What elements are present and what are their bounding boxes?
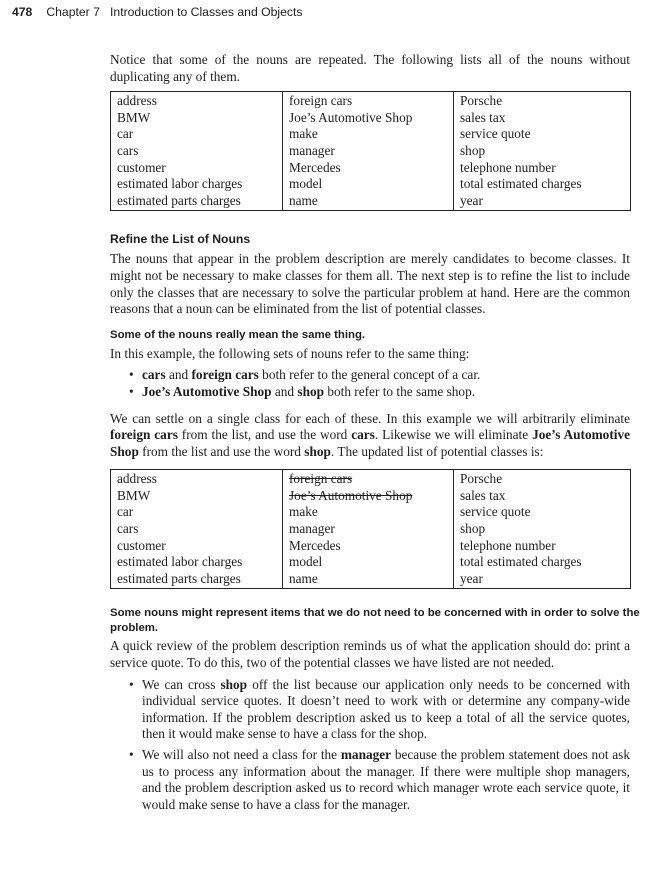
section-heading-refine: Refine the List of Nouns bbox=[110, 232, 251, 247]
table-cell: name bbox=[283, 571, 454, 589]
table-row bbox=[111, 176, 631, 193]
table-row bbox=[111, 521, 631, 538]
table-row bbox=[111, 143, 631, 160]
table-cell: total estimated charges bbox=[454, 554, 631, 571]
table-cell: foreign cars bbox=[283, 92, 454, 110]
table-cell: Mercedes bbox=[283, 538, 454, 555]
table-cell: address bbox=[111, 470, 283, 488]
table-cell: telephone number bbox=[454, 538, 631, 555]
table-cell: estimated labor charges bbox=[111, 554, 283, 571]
table-row bbox=[111, 571, 631, 589]
table-row bbox=[111, 554, 631, 571]
table-cell: total estimated charges bbox=[454, 176, 631, 193]
updated-list-paragraph: We can settle on a single class for each of these. In this example we will arbitrarily eliminate foreign cars from the list, and use the word cars. Likewise we will eliminate Joe’s Automotive Shop from the list and use the word shop. The updated list of potential classes is: bbox=[110, 410, 630, 459]
page-number: 478 bbox=[12, 5, 33, 19]
table-row bbox=[111, 126, 631, 143]
list-item: • We can cross shop off the list because our application only needs to be concerned with individual service quotes. It doesn’t need to work with or determine any company-wide information. If the problem description asked us to keep a total of all the service quotes, then it would make sense to have a class for the shop. bbox=[142, 677, 630, 743]
table-cell: car bbox=[111, 504, 283, 521]
same-thing-list bbox=[142, 367, 630, 400]
table-cell: shop bbox=[454, 143, 631, 160]
table-cell: estimated labor charges bbox=[111, 176, 283, 193]
table-cell: year bbox=[454, 571, 631, 589]
table-cell: Joe’s Automotive Shop bbox=[283, 110, 454, 127]
table-cell: customer bbox=[111, 160, 283, 177]
table-cell: customer bbox=[111, 538, 283, 555]
noun-table-initial bbox=[110, 91, 631, 211]
table-row bbox=[111, 504, 631, 521]
table-cell: Porsche bbox=[454, 92, 631, 110]
same-thing-intro: In this example, the following sets of nouns refer to the same thing: bbox=[110, 345, 470, 361]
chapter-title: Introduction to Classes and Objects bbox=[110, 5, 303, 19]
table-cell: cars bbox=[111, 143, 283, 160]
refine-paragraph: The nouns that appear in the problem description are merely candidates to become classes. It might not be necessary to make classes for them all. The next step is to refine the list to include only the classes that are necessary to solve the particular problem at hand. Here are the common reasons that a noun can be eliminated from the list of potential classes. bbox=[110, 251, 630, 317]
page-header bbox=[12, 5, 302, 19]
table-cell: model bbox=[283, 176, 454, 193]
table-cell: Mercedes bbox=[283, 160, 454, 177]
table-cell: service quote bbox=[454, 504, 631, 521]
table-cell: name bbox=[283, 193, 454, 211]
table-row bbox=[111, 110, 631, 127]
table-cell-struck: Joe’s Automotive Shop bbox=[283, 488, 454, 505]
table-row bbox=[111, 488, 631, 505]
intro-paragraph: Notice that some of the nouns are repeated. The following lists all of the nouns without duplicating any of them. bbox=[110, 52, 630, 84]
list-item: • cars and foreign cars both refer to the general concept of a car. bbox=[142, 367, 630, 384]
table-cell: service quote bbox=[454, 126, 631, 143]
chapter-label: Chapter 7 bbox=[46, 5, 100, 19]
table-cell: shop bbox=[454, 521, 631, 538]
table-cell: manager bbox=[283, 521, 454, 538]
unneeded-list bbox=[142, 677, 630, 814]
table-row bbox=[111, 538, 631, 555]
table-cell: sales tax bbox=[454, 488, 631, 505]
table-cell: BMW bbox=[111, 110, 283, 127]
page-content bbox=[110, 52, 640, 813]
table-row bbox=[111, 470, 631, 488]
table-cell: Porsche bbox=[454, 470, 631, 488]
unneeded-paragraph: A quick review of the problem description reminds us of what the application should do: print a service quote. To do this, two of the potential classes we have listed are not needed. bbox=[110, 638, 630, 671]
table-cell: model bbox=[283, 554, 454, 571]
subheading-unneeded-items: Some nouns might represent items that we do not need to be concerned with in order to solve the problem. bbox=[110, 607, 640, 635]
table-cell: manager bbox=[283, 143, 454, 160]
table-row bbox=[111, 193, 631, 211]
table-cell: telephone number bbox=[454, 160, 631, 177]
table-row bbox=[111, 92, 631, 110]
table-row bbox=[111, 160, 631, 177]
list-item: • We will also not need a class for the manager because the problem statement does not ask us to process any information about the manager. If there were multiple shop managers, and the problem description asked us to record which manager wrote each service quote, it would make sense to have a class for the manager. bbox=[142, 747, 630, 813]
list-item: • Joe’s Automotive Shop and shop both refer to the same shop. bbox=[142, 384, 630, 401]
table-cell: estimated parts charges bbox=[111, 193, 283, 211]
table-cell: cars bbox=[111, 521, 283, 538]
table-cell: make bbox=[283, 504, 454, 521]
table-cell: BMW bbox=[111, 488, 283, 505]
table-cell: address bbox=[111, 92, 283, 110]
table-cell-struck: foreign cars bbox=[283, 470, 454, 488]
subheading-same-thing: Some of the nouns really mean the same thing. bbox=[110, 328, 366, 341]
table-cell: make bbox=[283, 126, 454, 143]
noun-table-updated bbox=[110, 469, 631, 589]
table-cell: estimated parts charges bbox=[111, 571, 283, 589]
table-cell: car bbox=[111, 126, 283, 143]
table-cell: year bbox=[454, 193, 631, 211]
table-cell: sales tax bbox=[454, 110, 631, 127]
